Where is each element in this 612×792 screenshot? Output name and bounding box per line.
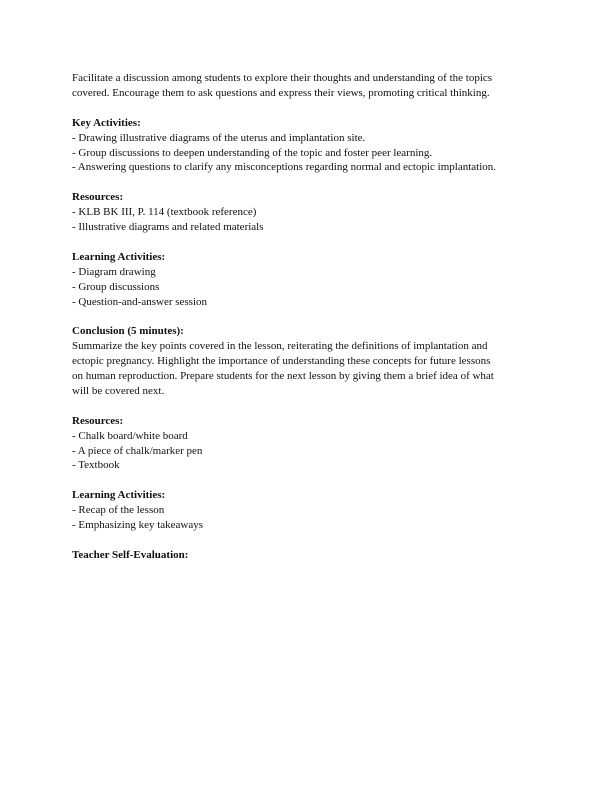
- section-heading: Learning Activities:: [72, 250, 166, 263]
- document-page: [72, 71, 552, 578]
- list-item: - Diagram drawing: [72, 265, 156, 278]
- paragraph-line: Facilitate a discussion among students to explore their thoughts and understanding of the topics: [72, 72, 493, 84]
- section-heading: Resources:: [72, 191, 124, 204]
- list-item: - Textbook: [72, 459, 120, 472]
- list-item: - Drawing illustrative diagrams of the uterus and implantation site.: [72, 131, 366, 144]
- resources-section: [72, 190, 552, 235]
- section-heading: Learning Activities:: [72, 489, 166, 502]
- paragraph-line: on human reproduction. Prepare students for the next lesson by giving them a brief idea of what: [72, 370, 494, 383]
- section-heading: Conclusion (5 minutes):: [72, 325, 184, 338]
- paragraph-line: covered. Encourage them to ask questions and express their views, promoting critical thinking.: [72, 86, 490, 99]
- section-heading: Resources:: [72, 414, 124, 427]
- list-item: - A piece of chalk/marker pen: [72, 444, 203, 457]
- section-heading: Key Activities:: [72, 116, 141, 129]
- list-item: - Answering questions to clarify any misconceptions regarding normal and ectopic implantation.: [72, 161, 497, 174]
- key-activities-section: [72, 116, 552, 176]
- list-item: - KLB BK III, P. 114 (textbook reference): [72, 206, 257, 219]
- resources-section-2: [72, 414, 552, 474]
- learning-activities-section-2: [72, 488, 552, 533]
- list-item: - Group discussions: [72, 280, 160, 293]
- intro-paragraph: [72, 71, 552, 101]
- learning-activities-section: [72, 250, 552, 310]
- list-item: - Group discussions to deepen understanding of the topic and foster peer learning.: [72, 146, 433, 159]
- list-item: - Chalk board/white board: [72, 429, 188, 442]
- paragraph-line: will be covered next.: [72, 384, 165, 397]
- self-evaluation-section: [72, 548, 552, 563]
- list-item: - Illustrative diagrams and related materials: [72, 221, 264, 234]
- list-item: - Recap of the lesson: [72, 504, 165, 517]
- conclusion-section: [72, 324, 552, 399]
- list-item: - Question-and-answer session: [72, 295, 208, 308]
- paragraph-line: ectopic pregnancy. Highlight the importance of understanding these concepts for future lessons: [72, 355, 491, 368]
- list-item: - Emphasizing key takeaways: [72, 519, 204, 532]
- paragraph-line: Summarize the key points covered in the lesson, reiterating the definitions of implantation and: [72, 340, 488, 353]
- section-heading: Teacher Self-Evaluation:: [72, 548, 189, 561]
